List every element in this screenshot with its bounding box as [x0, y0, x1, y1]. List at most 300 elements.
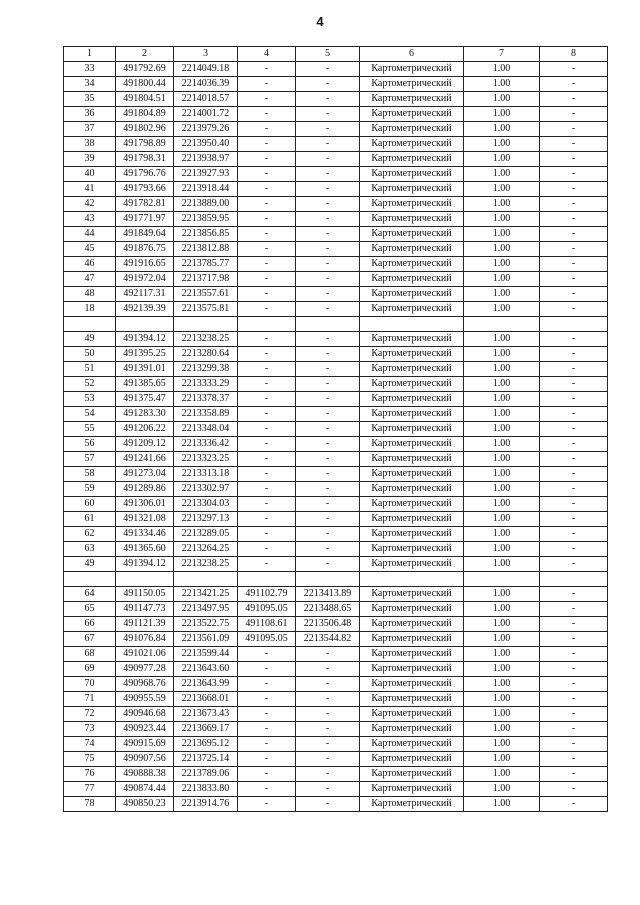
- table-cell: -: [540, 437, 608, 452]
- table-cell: 2213421.25: [174, 587, 238, 602]
- table-cell: 59: [64, 482, 116, 497]
- table-cell: -: [540, 497, 608, 512]
- table-cell: -: [296, 302, 360, 317]
- table-cell: Картометрический: [360, 482, 464, 497]
- table-cell: Картометрический: [360, 767, 464, 782]
- table-cell: -: [540, 347, 608, 362]
- table-cell: -: [540, 182, 608, 197]
- table-cell: 49: [64, 332, 116, 347]
- table-cell: 1.00: [464, 617, 540, 632]
- table-cell: 1.00: [464, 197, 540, 212]
- table-cell: 2213695.12: [174, 737, 238, 752]
- table-cell: -: [296, 512, 360, 527]
- table-cell: Картометрический: [360, 692, 464, 707]
- table-cell: 1.00: [464, 722, 540, 737]
- table-row: [64, 257, 608, 272]
- table-cell: -: [540, 362, 608, 377]
- table-cell: -: [238, 452, 296, 467]
- table-cell: 2214049.18: [174, 62, 238, 77]
- table-cell: 491209.12: [116, 437, 174, 452]
- table-cell: 1.00: [464, 257, 540, 272]
- table-cell: -: [238, 242, 296, 257]
- separator-row: [64, 572, 608, 587]
- table-cell: 491021.06: [116, 647, 174, 662]
- table-cell: 491365.60: [116, 542, 174, 557]
- table-cell: 491150.05: [116, 587, 174, 602]
- table-cell: -: [540, 422, 608, 437]
- table-cell: 1.00: [464, 107, 540, 122]
- empty-cell: [116, 572, 174, 587]
- table-cell: Картометрический: [360, 212, 464, 227]
- table-cell: 55: [64, 422, 116, 437]
- empty-cell: [540, 317, 608, 332]
- table-cell: 2213889.00: [174, 197, 238, 212]
- table-cell: 2213238.25: [174, 557, 238, 572]
- table-cell: 490955.59: [116, 692, 174, 707]
- table-cell: -: [238, 272, 296, 287]
- table-cell: -: [296, 287, 360, 302]
- table-cell: -: [238, 677, 296, 692]
- table-row: [64, 272, 608, 287]
- table-cell: Картометрический: [360, 782, 464, 797]
- table-cell: -: [238, 662, 296, 677]
- table-cell: 58: [64, 467, 116, 482]
- table-cell: 2213950.40: [174, 137, 238, 152]
- table-cell: Картометрический: [360, 347, 464, 362]
- table-cell: -: [540, 752, 608, 767]
- table-cell: -: [540, 767, 608, 782]
- table-cell: 2213413.89: [296, 587, 360, 602]
- table-cell: 70: [64, 677, 116, 692]
- table-cell: -: [238, 782, 296, 797]
- table-cell: -: [540, 797, 608, 812]
- table-cell: 35: [64, 92, 116, 107]
- table-cell: -: [296, 662, 360, 677]
- table-cell: -: [238, 362, 296, 377]
- table-cell: -: [238, 467, 296, 482]
- page-number: 4: [316, 14, 324, 29]
- table-cell: -: [540, 632, 608, 647]
- table-cell: 2213302.97: [174, 482, 238, 497]
- table-row: [64, 152, 608, 167]
- table-cell: -: [540, 542, 608, 557]
- table-cell: -: [238, 497, 296, 512]
- table-cell: 491804.51: [116, 92, 174, 107]
- table-cell: -: [540, 212, 608, 227]
- table-cell: 52: [64, 377, 116, 392]
- table-row: [64, 497, 608, 512]
- table-cell: 57: [64, 452, 116, 467]
- table-cell: Картометрический: [360, 137, 464, 152]
- table-cell: -: [238, 752, 296, 767]
- header-row: [64, 47, 608, 62]
- table-cell: -: [296, 212, 360, 227]
- empty-cell: [464, 317, 540, 332]
- table-cell: 491391.01: [116, 362, 174, 377]
- table-cell: -: [540, 242, 608, 257]
- table-cell: 491283.30: [116, 407, 174, 422]
- table-cell: Картометрический: [360, 722, 464, 737]
- table-cell: -: [238, 287, 296, 302]
- table-cell: 491394.12: [116, 332, 174, 347]
- table-cell: 68: [64, 647, 116, 662]
- table-cell: -: [296, 467, 360, 482]
- table-cell: 490915.69: [116, 737, 174, 752]
- empty-cell: [238, 572, 296, 587]
- table-cell: -: [296, 392, 360, 407]
- table-cell: 64: [64, 587, 116, 602]
- table-cell: 34: [64, 77, 116, 92]
- table-cell: 1.00: [464, 377, 540, 392]
- table-row: [64, 767, 608, 782]
- table-cell: 491121.39: [116, 617, 174, 632]
- table-cell: Картометрический: [360, 647, 464, 662]
- table-cell: -: [540, 167, 608, 182]
- table-cell: -: [540, 152, 608, 167]
- table-cell: 1.00: [464, 362, 540, 377]
- table-cell: Картометрический: [360, 587, 464, 602]
- table-cell: -: [238, 692, 296, 707]
- table-cell: Картометрический: [360, 107, 464, 122]
- table-cell: -: [540, 677, 608, 692]
- table-cell: 2213323.25: [174, 452, 238, 467]
- table-row: [64, 287, 608, 302]
- table-cell: 2213673.43: [174, 707, 238, 722]
- table-cell: -: [540, 527, 608, 542]
- table-cell: 2213785.77: [174, 257, 238, 272]
- table-cell: Картометрический: [360, 242, 464, 257]
- table-cell: -: [296, 107, 360, 122]
- table-cell: 1.00: [464, 497, 540, 512]
- table-row: [64, 92, 608, 107]
- table-cell: -: [540, 602, 608, 617]
- table-cell: -: [238, 377, 296, 392]
- table-cell: 1.00: [464, 797, 540, 812]
- table-cell: 491916.65: [116, 257, 174, 272]
- table-cell: Картометрический: [360, 557, 464, 572]
- table-cell: 1.00: [464, 137, 540, 152]
- table-cell: Картометрический: [360, 707, 464, 722]
- table-cell: -: [540, 707, 608, 722]
- table-cell: 1.00: [464, 482, 540, 497]
- header-cell: 4: [238, 47, 296, 62]
- table-row: [64, 542, 608, 557]
- table-row: [64, 347, 608, 362]
- table-cell: 1.00: [464, 677, 540, 692]
- table-cell: 491289.86: [116, 482, 174, 497]
- table-cell: -: [296, 647, 360, 662]
- table-cell: 491849.64: [116, 227, 174, 242]
- table-cell: -: [296, 197, 360, 212]
- table-cell: -: [296, 542, 360, 557]
- table-cell: -: [296, 527, 360, 542]
- table-cell: 2213497.95: [174, 602, 238, 617]
- table-cell: Картометрический: [360, 422, 464, 437]
- table-row: [64, 752, 608, 767]
- table-cell: -: [238, 722, 296, 737]
- table-row: [64, 527, 608, 542]
- table-row: [64, 587, 608, 602]
- table-cell: -: [296, 152, 360, 167]
- table-cell: -: [238, 167, 296, 182]
- table-cell: 1.00: [464, 542, 540, 557]
- table-cell: 2213599.44: [174, 647, 238, 662]
- table-cell: -: [238, 152, 296, 167]
- table-cell: Картометрический: [360, 752, 464, 767]
- table-cell: Картометрический: [360, 257, 464, 272]
- table-cell: Картометрический: [360, 677, 464, 692]
- table-row: [64, 422, 608, 437]
- table-cell: 490968.76: [116, 677, 174, 692]
- table-row: [64, 692, 608, 707]
- table-row: [64, 407, 608, 422]
- table-cell: -: [296, 92, 360, 107]
- table-cell: 56: [64, 437, 116, 452]
- table-cell: 2213789.06: [174, 767, 238, 782]
- table-cell: 2213358.89: [174, 407, 238, 422]
- table-cell: 1.00: [464, 467, 540, 482]
- empty-cell: [116, 317, 174, 332]
- table-cell: -: [540, 722, 608, 737]
- table-cell: Картометрический: [360, 797, 464, 812]
- table-cell: 2213544.82: [296, 632, 360, 647]
- table-row: [64, 437, 608, 452]
- table-row: [64, 302, 608, 317]
- table-cell: 2213575.81: [174, 302, 238, 317]
- table-cell: 491802.96: [116, 122, 174, 137]
- table-cell: 490850.23: [116, 797, 174, 812]
- coordinates-table: [63, 46, 608, 812]
- table-cell: -: [540, 482, 608, 497]
- table-cell: 1.00: [464, 767, 540, 782]
- table-row: [64, 167, 608, 182]
- table-cell: 42: [64, 197, 116, 212]
- table-cell: -: [238, 767, 296, 782]
- table-cell: 63: [64, 542, 116, 557]
- table-cell: 77: [64, 782, 116, 797]
- table-cell: Картометрический: [360, 182, 464, 197]
- table-cell: 47: [64, 272, 116, 287]
- table-cell: -: [296, 692, 360, 707]
- table-cell: 1.00: [464, 782, 540, 797]
- table-cell: 491206.22: [116, 422, 174, 437]
- table-row: [64, 512, 608, 527]
- table-cell: -: [296, 242, 360, 257]
- table-cell: 2213336.42: [174, 437, 238, 452]
- table-cell: -: [238, 182, 296, 197]
- table-cell: 490907.56: [116, 752, 174, 767]
- table-cell: 492139.39: [116, 302, 174, 317]
- table-cell: 1.00: [464, 632, 540, 647]
- table-cell: 1.00: [464, 662, 540, 677]
- table-cell: 491804.89: [116, 107, 174, 122]
- table-row: [64, 602, 608, 617]
- table-cell: -: [296, 722, 360, 737]
- table-cell: -: [540, 272, 608, 287]
- table-cell: 491385.65: [116, 377, 174, 392]
- table-cell: 73: [64, 722, 116, 737]
- table-cell: 491792.69: [116, 62, 174, 77]
- table-cell: Картометрический: [360, 512, 464, 527]
- table-cell: 1.00: [464, 407, 540, 422]
- table-cell: -: [238, 137, 296, 152]
- table-cell: -: [296, 452, 360, 467]
- table-row: [64, 362, 608, 377]
- table-cell: -: [238, 737, 296, 752]
- table-cell: 490874.44: [116, 782, 174, 797]
- table-cell: 1.00: [464, 512, 540, 527]
- table-cell: 491394.12: [116, 557, 174, 572]
- table-row: [64, 662, 608, 677]
- table-cell: 1.00: [464, 122, 540, 137]
- table-row: [64, 182, 608, 197]
- table-cell: -: [540, 377, 608, 392]
- table-cell: 75: [64, 752, 116, 767]
- table-cell: -: [238, 332, 296, 347]
- table-cell: 491395.25: [116, 347, 174, 362]
- empty-cell: [174, 572, 238, 587]
- empty-cell: [64, 572, 116, 587]
- table-cell: -: [296, 122, 360, 137]
- empty-cell: [238, 317, 296, 332]
- table-cell: 50: [64, 347, 116, 362]
- table-cell: -: [540, 452, 608, 467]
- table-cell: 62: [64, 527, 116, 542]
- table-cell: 491095.05: [238, 632, 296, 647]
- table-cell: -: [540, 302, 608, 317]
- table-cell: -: [540, 332, 608, 347]
- table-cell: -: [296, 332, 360, 347]
- table-cell: -: [296, 137, 360, 152]
- table-cell: -: [540, 77, 608, 92]
- table-cell: -: [540, 392, 608, 407]
- table-cell: -: [540, 512, 608, 527]
- table-cell: -: [296, 797, 360, 812]
- table-cell: -: [296, 62, 360, 77]
- table-row: [64, 707, 608, 722]
- table-cell: Картометрический: [360, 467, 464, 482]
- table-cell: 1.00: [464, 737, 540, 752]
- table-cell: 1.00: [464, 182, 540, 197]
- table-row: [64, 197, 608, 212]
- table-cell: 69: [64, 662, 116, 677]
- table-row: [64, 212, 608, 227]
- table-cell: Картометрический: [360, 662, 464, 677]
- table-cell: 41: [64, 182, 116, 197]
- table-cell: Картометрический: [360, 167, 464, 182]
- table-cell: 61: [64, 512, 116, 527]
- table-cell: -: [296, 737, 360, 752]
- table-cell: 490977.28: [116, 662, 174, 677]
- empty-cell: [360, 572, 464, 587]
- table-cell: 491321.08: [116, 512, 174, 527]
- table-cell: 491108.61: [238, 617, 296, 632]
- table-row: [64, 647, 608, 662]
- table-cell: -: [540, 662, 608, 677]
- table-cell: 78: [64, 797, 116, 812]
- table-cell: 2213668.01: [174, 692, 238, 707]
- table-cell: 2213856.85: [174, 227, 238, 242]
- table-cell: 44: [64, 227, 116, 242]
- header-cell: 5: [296, 47, 360, 62]
- table-cell: 1.00: [464, 347, 540, 362]
- table-cell: 2213280.64: [174, 347, 238, 362]
- empty-cell: [464, 572, 540, 587]
- table-cell: 37: [64, 122, 116, 137]
- table-cell: -: [238, 257, 296, 272]
- table-cell: 1.00: [464, 77, 540, 92]
- table-row: [64, 77, 608, 92]
- table-cell: 490888.38: [116, 767, 174, 782]
- table-cell: -: [296, 167, 360, 182]
- header-cell: 7: [464, 47, 540, 62]
- table-cell: -: [238, 407, 296, 422]
- table-cell: -: [238, 422, 296, 437]
- table-cell: -: [296, 557, 360, 572]
- table-cell: -: [540, 557, 608, 572]
- table-cell: 71: [64, 692, 116, 707]
- table-cell: Картометрический: [360, 497, 464, 512]
- table-cell: -: [540, 407, 608, 422]
- table-row: [64, 557, 608, 572]
- table-cell: -: [296, 437, 360, 452]
- table-cell: Картометрический: [360, 362, 464, 377]
- table-cell: Картометрический: [360, 407, 464, 422]
- table-cell: 491334.46: [116, 527, 174, 542]
- table-cell: 2213557.61: [174, 287, 238, 302]
- table-row: [64, 452, 608, 467]
- table-row: [64, 482, 608, 497]
- table-cell: 76: [64, 767, 116, 782]
- table-cell: 491095.05: [238, 602, 296, 617]
- table-cell: -: [296, 707, 360, 722]
- table-cell: 36: [64, 107, 116, 122]
- table-cell: 1.00: [464, 752, 540, 767]
- table-cell: Картометрический: [360, 617, 464, 632]
- table-cell: -: [296, 767, 360, 782]
- table-cell: 2213669.17: [174, 722, 238, 737]
- table-cell: 1.00: [464, 152, 540, 167]
- table-cell: -: [540, 287, 608, 302]
- table-row: [64, 722, 608, 737]
- table-cell: 491147.73: [116, 602, 174, 617]
- table-cell: -: [238, 542, 296, 557]
- table-cell: 2213643.60: [174, 662, 238, 677]
- empty-cell: [296, 317, 360, 332]
- table-cell: 491800.44: [116, 77, 174, 92]
- table-cell: 33: [64, 62, 116, 77]
- table-cell: 1.00: [464, 437, 540, 452]
- table-cell: 2213717.98: [174, 272, 238, 287]
- table-cell: -: [296, 77, 360, 92]
- table-cell: -: [296, 257, 360, 272]
- table-cell: -: [238, 122, 296, 137]
- table-row: [64, 377, 608, 392]
- table-cell: -: [238, 347, 296, 362]
- table-cell: 2213914.76: [174, 797, 238, 812]
- table-cell: 1.00: [464, 422, 540, 437]
- table-row: [64, 797, 608, 812]
- table-cell: 1.00: [464, 227, 540, 242]
- table-row: [64, 137, 608, 152]
- table-cell: Картометрический: [360, 77, 464, 92]
- table-cell: 46: [64, 257, 116, 272]
- empty-cell: [360, 317, 464, 332]
- table-cell: Картометрический: [360, 737, 464, 752]
- table-cell: 2214001.72: [174, 107, 238, 122]
- table-cell: Картометрический: [360, 122, 464, 137]
- table-cell: -: [296, 752, 360, 767]
